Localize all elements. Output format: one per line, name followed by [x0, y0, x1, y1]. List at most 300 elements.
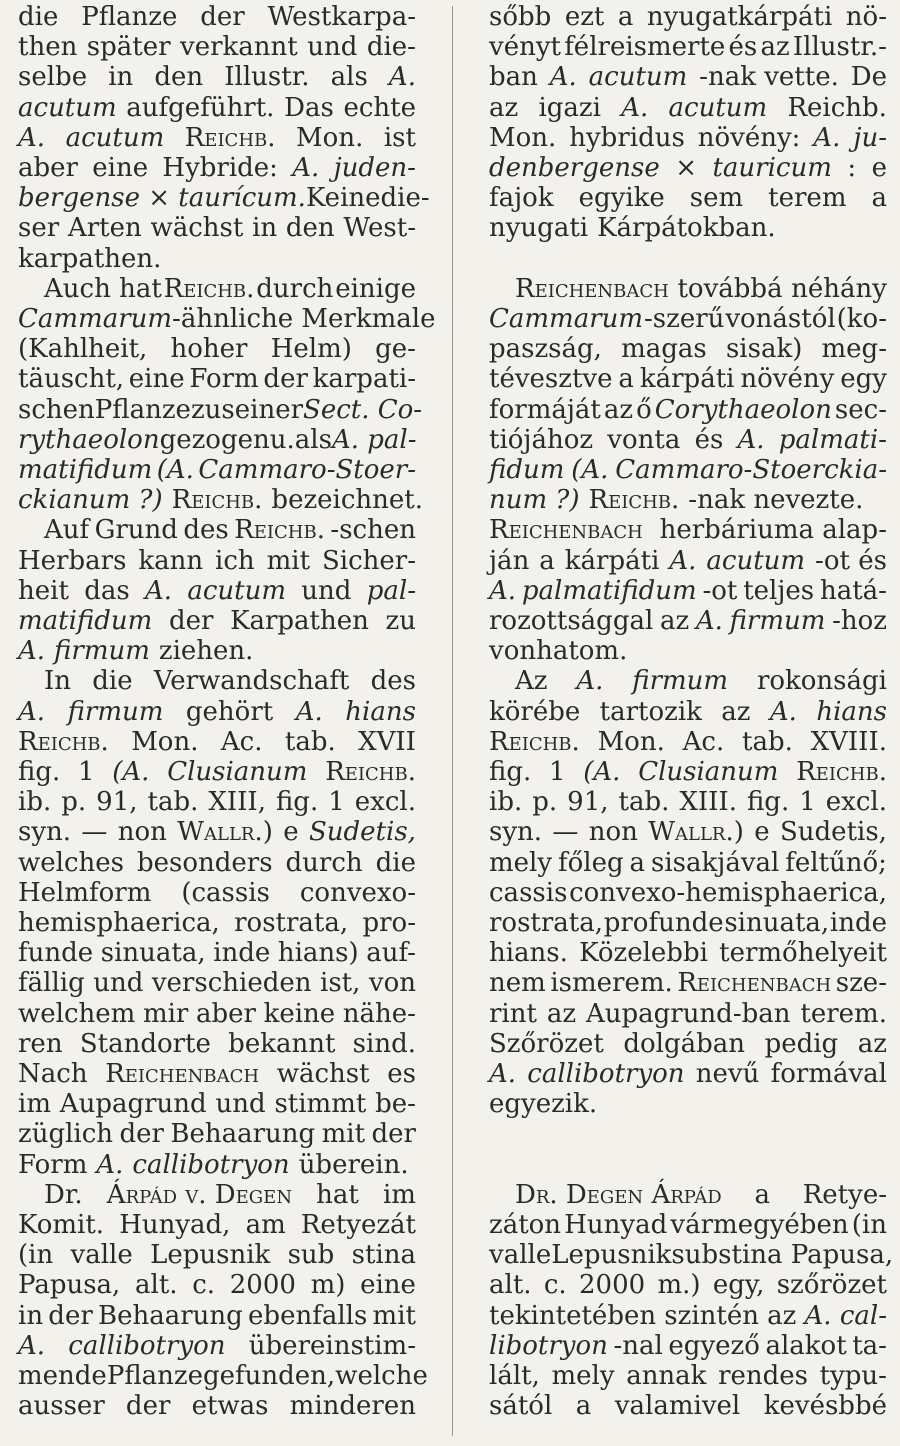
word: durch — [285, 847, 363, 878]
word: rostrata, — [234, 908, 349, 938]
word: XVII — [358, 726, 416, 757]
word: × — [675, 153, 698, 183]
word: szintén — [664, 1300, 759, 1331]
word: sisakjával — [651, 847, 780, 878]
word: die- — [380, 183, 430, 214]
word: den — [154, 62, 204, 93]
word: feltűnő; — [785, 847, 887, 878]
text-line — [489, 485, 887, 515]
word: alakot — [765, 1330, 847, 1361]
word: als — [330, 62, 368, 93]
word: sem — [689, 183, 744, 214]
word: excl. — [825, 787, 887, 818]
word: mit — [321, 1119, 366, 1150]
word: Komit. — [18, 1210, 105, 1240]
word: hians — [816, 696, 887, 727]
word: Az — [515, 666, 548, 697]
word: excl. — [354, 787, 416, 818]
word: durch — [256, 273, 334, 304]
text-line — [489, 334, 887, 364]
word: Reichb. — [787, 92, 887, 123]
word: -ot és — [815, 545, 887, 576]
word: acutum — [18, 92, 117, 123]
word: sinuata, — [724, 908, 830, 938]
word: etwas — [191, 1391, 269, 1422]
word: acutum — [588, 62, 688, 93]
word: das — [84, 575, 130, 606]
text-line — [18, 274, 416, 304]
word: als — [294, 424, 332, 455]
text-line — [489, 697, 887, 727]
word: hians) — [277, 938, 359, 969]
word: fig. — [18, 757, 61, 787]
word: A. — [18, 636, 46, 667]
word: A. cal- — [804, 1300, 887, 1331]
word: acutum — [668, 92, 768, 123]
text-line — [489, 364, 887, 394]
word: a — [617, 2, 634, 32]
word: terem — [768, 183, 847, 214]
word: libotryon — [489, 1330, 608, 1361]
word: a — [539, 545, 555, 576]
word: rozottsággal — [489, 606, 654, 636]
word: ju- — [853, 122, 887, 153]
word: magas — [621, 334, 707, 365]
text-line — [489, 1391, 887, 1421]
word: fällig — [18, 968, 85, 999]
text-line — [18, 636, 416, 666]
text-line — [489, 274, 887, 304]
word: callibotryon — [68, 1330, 226, 1361]
word: Papusa, — [18, 1270, 121, 1301]
word: in — [108, 62, 134, 93]
text-line — [489, 153, 887, 183]
word: az — [489, 92, 519, 123]
word: vonta — [607, 424, 681, 455]
word: inde — [829, 908, 887, 938]
word: der — [168, 606, 214, 636]
text-line — [18, 938, 416, 968]
word: e — [754, 817, 770, 848]
text-line — [18, 697, 416, 727]
word: acutum — [187, 575, 286, 606]
word: sisak) — [725, 334, 803, 365]
word: ser — [18, 213, 60, 244]
word: Auf — [44, 515, 90, 546]
word: minderen — [289, 1391, 416, 1422]
word: hatá- — [819, 575, 887, 606]
word: Reichb. — [796, 757, 887, 787]
word: es — [387, 1059, 416, 1089]
word: egy, — [712, 1270, 765, 1301]
word: Sicher- — [321, 545, 416, 576]
word: welches — [18, 847, 124, 878]
text-line — [18, 1150, 416, 1180]
word: mende — [18, 1361, 107, 1391]
text-line — [489, 1089, 887, 1119]
word: (in — [851, 1210, 887, 1240]
word: A. — [18, 122, 46, 153]
word: verkannt — [180, 32, 298, 63]
word: funde — [18, 938, 94, 969]
word: és — [728, 32, 758, 63]
word: valamivel — [614, 1391, 741, 1422]
word: -ot — [702, 575, 738, 606]
word: (in — [18, 1240, 54, 1271]
word: sától — [489, 1391, 553, 1422]
word: callibotryon — [132, 1149, 290, 1180]
word: der — [48, 1300, 93, 1331]
word: sub — [287, 1240, 335, 1271]
word: Reichenbach — [489, 515, 643, 546]
word: cassis — [489, 877, 568, 908]
word: e — [283, 817, 299, 848]
word: callibotryon — [527, 1059, 685, 1089]
word: 1 — [328, 787, 345, 818]
word: A. — [813, 122, 841, 153]
word: Pflanze — [106, 1361, 203, 1391]
word: 2000 — [229, 1270, 296, 1301]
word: acutum — [65, 122, 165, 153]
word: mit — [266, 545, 311, 576]
word: A. — [695, 606, 723, 636]
text-line — [489, 425, 887, 455]
word: m) — [310, 1270, 346, 1301]
word: und — [307, 32, 358, 63]
text-line — [18, 244, 416, 274]
word: A. — [18, 1330, 46, 1361]
word: p. — [532, 787, 558, 818]
word: überein. — [298, 1149, 409, 1180]
word: e — [871, 153, 887, 183]
word: am — [245, 1210, 286, 1240]
word: ist — [383, 122, 416, 153]
text-line — [18, 334, 416, 364]
word: Das — [284, 92, 334, 123]
word: c. — [192, 1270, 216, 1301]
word: wächst — [276, 1059, 370, 1089]
text-line — [18, 817, 416, 847]
text-line — [18, 153, 416, 183]
word: und — [301, 575, 352, 606]
word: then — [18, 32, 78, 63]
word: félreismerte — [564, 32, 726, 63]
word: u. — [269, 424, 295, 455]
word: Szőrözet — [489, 1028, 604, 1059]
word: ő — [636, 394, 652, 425]
word: hybridus — [569, 122, 685, 153]
word: kevésbbé — [763, 1391, 887, 1422]
word: später — [86, 32, 171, 63]
word: stina — [351, 1240, 416, 1271]
word: der — [119, 1119, 164, 1150]
word: ich — [215, 545, 255, 576]
text-line — [489, 666, 887, 696]
word: Mon. — [131, 726, 199, 757]
word: ausser — [18, 1391, 105, 1422]
word: A. pal- — [331, 424, 417, 455]
word: selbe — [18, 62, 88, 93]
word: in — [18, 1300, 44, 1331]
text-line — [18, 485, 424, 516]
word: Sudetis, — [779, 817, 887, 848]
word: des — [183, 515, 229, 546]
word: eine — [92, 153, 149, 183]
word: fidum — [489, 455, 565, 485]
word: matifidum — [18, 455, 153, 485]
word: ib. — [489, 787, 523, 818]
word: gezogen — [159, 424, 270, 455]
word: igazi — [538, 92, 601, 123]
word: nyugatkárpáti — [646, 2, 833, 32]
word: nähe- — [342, 998, 416, 1029]
word: besonders — [136, 847, 273, 878]
word: 1 — [548, 757, 566, 787]
text-line — [18, 576, 416, 606]
word: az — [767, 1300, 797, 1331]
word: pedig — [764, 1028, 839, 1059]
text-line — [489, 938, 887, 968]
word: Illustr.- — [792, 32, 887, 63]
word: Aupagrund-ban — [585, 998, 791, 1029]
word: matifidum — [18, 606, 153, 636]
word: termőhelyeit — [719, 938, 887, 969]
word: 91, — [567, 787, 609, 818]
word: dolgában — [623, 1028, 745, 1059]
word: hat — [316, 1179, 359, 1210]
word: Retye- — [802, 1179, 887, 1210]
word: hoher — [170, 334, 248, 365]
text-line — [18, 1059, 416, 1089]
word: firmum — [54, 636, 150, 667]
text-line — [489, 1119, 887, 1149]
word: néhány — [791, 273, 887, 304]
word: Hunyad — [564, 1210, 668, 1240]
word: der — [371, 1119, 416, 1150]
text-line — [18, 546, 416, 576]
word: be- — [375, 1089, 416, 1120]
word: Cammarum — [18, 304, 173, 334]
word: A. — [96, 1149, 124, 1180]
word: Dr. Degen Árpád — [515, 1179, 722, 1210]
word: -ähnliche Merkmale — [172, 304, 436, 334]
word: Cammarum — [489, 304, 644, 334]
text-line — [18, 455, 416, 485]
word: syn. — [489, 817, 543, 848]
word: szőrözet — [776, 1270, 887, 1301]
word: Sudetis, — [308, 817, 416, 848]
text-line — [489, 1059, 887, 1089]
word: firmum — [729, 606, 826, 636]
word: 1 — [77, 757, 95, 787]
word: -nak nevezte. — [688, 485, 864, 516]
text-line — [18, 666, 416, 696]
word: sind. — [352, 1028, 416, 1059]
word: ján — [489, 545, 530, 576]
text-line — [18, 999, 416, 1029]
text-line — [18, 1361, 428, 1391]
word: firmum — [67, 696, 164, 727]
word: De — [850, 62, 887, 93]
word: Reichb. — [489, 726, 580, 757]
word: inde — [213, 938, 271, 969]
text-line — [18, 757, 416, 787]
word: (A. — [571, 455, 609, 485]
word: A. — [145, 575, 173, 606]
word: Reichenbach — [105, 1059, 260, 1089]
word: 91, — [96, 787, 138, 818]
word: ge- — [375, 334, 416, 365]
text-line — [18, 1210, 416, 1240]
word: A. — [769, 696, 797, 727]
text-line — [18, 1331, 416, 1361]
word: (cassis — [181, 877, 270, 908]
word: Sect. Co- — [303, 394, 423, 425]
word: sinuata, — [100, 938, 206, 969]
word: hemisphaerica, — [18, 908, 220, 938]
word: stina Papusa, — [718, 1240, 894, 1271]
word: den — [285, 213, 335, 244]
word: Mon. — [489, 122, 557, 153]
word: ckianum ?) — [18, 485, 163, 516]
word: und — [93, 968, 144, 999]
text-line — [18, 1089, 416, 1119]
word: Helmform — [18, 877, 152, 908]
word: az — [603, 394, 634, 425]
text-line — [489, 968, 887, 998]
word: bekannt — [228, 1028, 336, 1059]
word: A. — [295, 696, 323, 727]
word: firmum — [632, 666, 729, 697]
word: a — [618, 364, 634, 395]
word: nem — [489, 968, 546, 999]
word: záton — [489, 1210, 562, 1240]
word: Pflanze — [94, 394, 191, 425]
word: XIII, — [208, 787, 266, 818]
word: Clusianum — [167, 757, 308, 787]
text-line — [18, 62, 416, 92]
word: mir — [142, 998, 189, 1029]
word: Mon. — [296, 122, 364, 153]
word: heit — [18, 575, 69, 606]
word: tévesztve — [489, 364, 613, 395]
word: Reichb. — [234, 515, 325, 546]
word: rint — [489, 998, 537, 1029]
word: seiner — [221, 394, 304, 425]
word: syn. — [18, 817, 72, 848]
word: nyugati — [489, 213, 589, 244]
text-line — [489, 213, 887, 243]
text-line — [489, 1180, 887, 1210]
text-line — [489, 636, 887, 666]
word: valle — [70, 1240, 133, 1271]
word: zu — [190, 394, 222, 425]
word: XIII. — [679, 787, 737, 818]
word: non — [117, 817, 167, 848]
text-line — [18, 364, 416, 394]
word: Hybride: — [162, 153, 278, 183]
word: num ?) — [489, 485, 580, 516]
word: der — [263, 364, 308, 395]
word: rostrata, — [489, 908, 604, 938]
text-line — [489, 908, 887, 938]
word: ziehen. — [158, 636, 254, 667]
word: c. — [543, 1270, 567, 1301]
word: aber — [18, 153, 78, 183]
text-line — [489, 455, 887, 485]
word: terem. — [800, 998, 887, 1029]
word: (Kahlheit, — [18, 334, 148, 365]
word: welchem — [18, 998, 136, 1029]
word: formáját — [489, 394, 601, 425]
word: der — [125, 1391, 171, 1422]
text-line — [18, 1270, 416, 1300]
word: ban — [489, 62, 538, 93]
word: Árpád v. Degen — [106, 1179, 293, 1210]
word: az — [760, 32, 790, 63]
word: : — [847, 153, 857, 183]
word: karpati- — [312, 364, 416, 395]
word: egy — [840, 364, 887, 395]
word: bergense × taurícum. — [18, 183, 306, 214]
word: Lepusnik — [551, 1240, 672, 1271]
word: — — [81, 817, 108, 848]
word: rokonsági — [756, 666, 887, 697]
word: -szerű — [644, 304, 725, 334]
text-line — [18, 515, 416, 545]
text-line — [18, 425, 416, 455]
text-line — [18, 968, 416, 998]
text-line — [18, 727, 416, 757]
word: Grund — [94, 515, 178, 546]
word: aber — [195, 998, 256, 1029]
text-line — [489, 62, 887, 92]
word: ezt — [564, 2, 605, 32]
word: a — [629, 847, 646, 878]
word: Kárpátokban. — [597, 213, 776, 244]
word: Corythaeolon — [654, 394, 832, 425]
word: pro- — [362, 908, 416, 938]
word: formával — [770, 1059, 887, 1089]
word: Cammaro-Stoer- — [198, 455, 416, 485]
word: alt. — [135, 1270, 178, 1301]
text-line — [18, 1119, 416, 1149]
text-line — [18, 213, 416, 243]
word: keine — [263, 998, 336, 1029]
word: Form — [189, 364, 259, 395]
word: züglich — [18, 1119, 114, 1150]
word: und — [215, 1089, 266, 1120]
text-line — [489, 1301, 887, 1331]
text-line — [489, 576, 887, 606]
text-line — [489, 1240, 894, 1271]
word: übereinstim- — [248, 1330, 416, 1361]
text-line — [18, 1180, 416, 1210]
text-line — [18, 878, 416, 908]
word: az — [857, 1028, 887, 1059]
word: kann — [138, 545, 204, 576]
word: tiójához — [489, 424, 594, 455]
word: kárpáti — [564, 545, 660, 576]
word: egyezik. — [489, 1089, 598, 1120]
text-line — [489, 515, 887, 545]
text-line — [489, 183, 887, 213]
word: aufgeführt. — [126, 92, 275, 123]
word: lált, — [489, 1361, 540, 1391]
word: palmatifidum — [521, 575, 697, 606]
word: Auch hat — [44, 273, 162, 304]
word: bezeichnet. — [271, 485, 424, 516]
